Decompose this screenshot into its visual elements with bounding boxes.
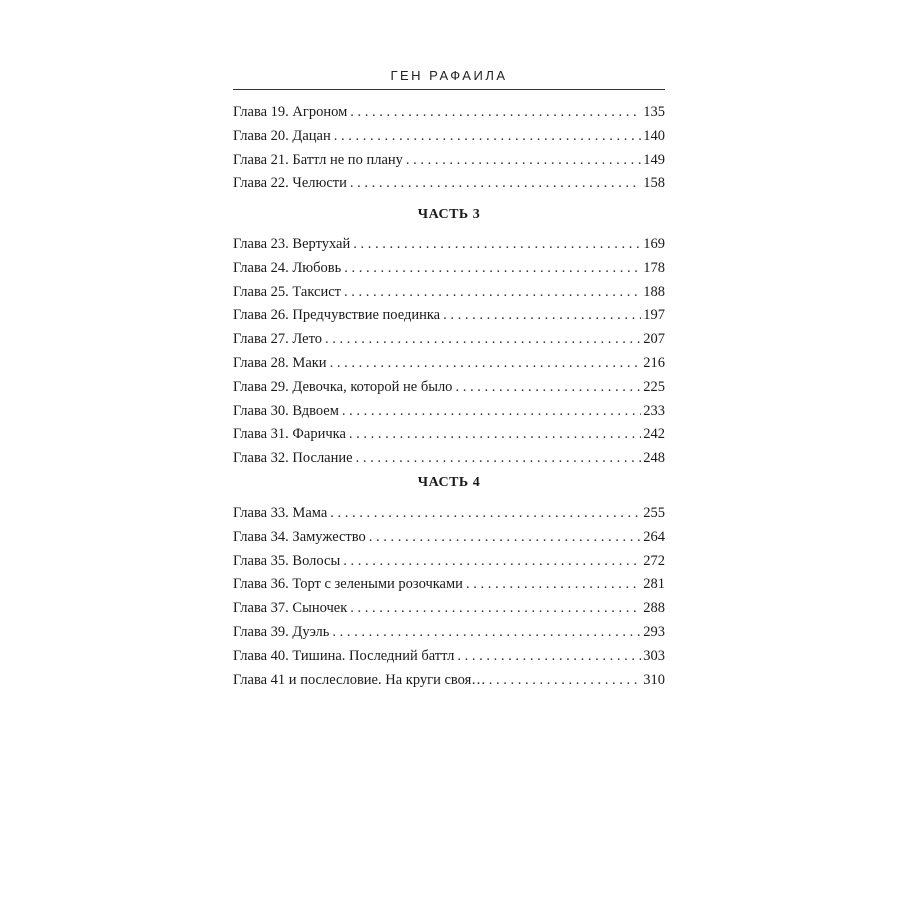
toc-entry-page: 233 [643, 402, 665, 419]
toc-entry-title: Глава 35. Волосы [233, 552, 341, 569]
toc-entry [233, 669, 665, 693]
toc-entry-title: Глава 19. Агроном [233, 104, 348, 120]
toc-entry-page: 140 [643, 127, 665, 144]
toc-entry-title: Глава 22. Челюсти [233, 175, 347, 192]
toc-leader-dots [334, 125, 642, 149]
toc-leader-dots [349, 423, 641, 447]
toc-entry-page: 188 [643, 283, 665, 300]
toc-entry [233, 597, 665, 621]
toc-leader-dots [443, 304, 641, 328]
toc-entry [233, 447, 665, 471]
toc-section-continued [233, 101, 665, 196]
toc-entry-title: Глава 39. Дуэль [233, 623, 330, 640]
toc-entry-title: Глава 37. Сыночек [233, 600, 348, 617]
toc-leader-dots [330, 352, 642, 376]
toc-entry [233, 550, 665, 574]
toc-entry-title: Глава 41 и послесловие. На круги своя… [233, 671, 486, 688]
toc-leader-dots [406, 149, 641, 173]
toc-entry [233, 573, 665, 597]
toc-entry-page: 216 [643, 354, 665, 371]
toc-entry-page: 178 [643, 259, 665, 276]
toc-leader-dots [344, 281, 641, 305]
toc-leader-dots [350, 172, 641, 196]
toc-entry-page: 303 [643, 647, 665, 664]
toc-entry-title: Глава 26. Предчувствие поединка [233, 307, 441, 324]
toc-leader-dots [350, 597, 641, 621]
toc-entry [233, 621, 665, 645]
toc-entry-page: 158 [643, 175, 665, 192]
toc-entry [233, 526, 665, 550]
toc-entry-title: Глава 28. Маки [233, 354, 327, 371]
toc-entry-page: 293 [643, 623, 665, 640]
toc-entry-page: 242 [643, 426, 665, 443]
toc-entry-page: 310 [643, 671, 665, 688]
toc-entry-page: 288 [643, 600, 665, 617]
toc-entry-title: Глава 29. Девочка, которой не было [233, 378, 453, 395]
toc-leader-dots [457, 645, 641, 669]
toc-entry [233, 281, 665, 305]
toc-entry-title: Глава 24. Любовь [233, 259, 342, 276]
toc-entry [233, 328, 665, 352]
toc-entry-page: 149 [643, 151, 665, 168]
toc-entry-page: 197 [643, 307, 665, 324]
toc-leader-dots [342, 400, 641, 424]
toc-leader-dots [325, 328, 641, 352]
header-divider [233, 89, 665, 90]
toc-entry-page: 272 [643, 552, 665, 569]
toc-leader-dots [353, 233, 641, 257]
toc-leader-dots [344, 257, 641, 281]
part-3-heading: ЧАСТЬ 3 [417, 207, 481, 222]
toc-entry [233, 172, 665, 196]
book-page [233, 0, 665, 900]
toc-entry-page: 264 [643, 528, 665, 545]
toc-entry-title: Глава 31. Фаричка [233, 426, 346, 443]
toc-entry-page: 281 [643, 576, 665, 593]
toc-entry [233, 502, 665, 526]
toc-leader-dots [489, 669, 641, 693]
toc-entry-title: Глава 36. Торт с зелеными розочками [233, 576, 463, 593]
toc-entry-title: Глава 27. Лето [233, 331, 322, 348]
toc-entry [233, 304, 665, 328]
toc-entry-title: Глава 23. Вертухай [233, 236, 351, 252]
toc-leader-dots [466, 573, 641, 597]
toc-entry [233, 233, 665, 257]
toc-leader-dots [330, 502, 641, 526]
toc-entry-page: 255 [643, 505, 665, 521]
toc-entry [233, 423, 665, 447]
toc-entry-title: Глава 25. Таксист [233, 283, 342, 300]
running-head-title: ГЕН РАФАИЛА [390, 68, 508, 83]
toc-entry-page: 248 [643, 450, 665, 467]
toc-entry-title: Глава 32. Послание [233, 450, 353, 467]
toc-entry [233, 645, 665, 669]
toc-entry [233, 125, 665, 149]
toc-entry [233, 257, 665, 281]
toc-entry-title: Глава 20. Дацан [233, 127, 331, 144]
toc-entry-title: Глава 30. Вдвоем [233, 402, 339, 419]
toc-section-part-3 [233, 233, 665, 471]
toc-section-part-4 [233, 502, 665, 692]
toc-leader-dots [350, 101, 641, 125]
toc-entry [233, 400, 665, 424]
toc-entry [233, 352, 665, 376]
toc-leader-dots [369, 526, 641, 550]
toc-entry [233, 149, 665, 173]
toc-entry-page: 225 [643, 378, 665, 395]
toc-leader-dots [356, 447, 642, 471]
toc-entry-page: 207 [643, 331, 665, 348]
toc-leader-dots [455, 376, 641, 400]
toc-entry [233, 101, 665, 125]
toc-leader-dots [332, 621, 641, 645]
part-4-heading: ЧАСТЬ 4 [417, 475, 481, 490]
toc-entry-page: 169 [643, 236, 665, 252]
toc-entry-title: Глава 21. Баттл не по плану [233, 151, 403, 168]
toc-entry-title: Глава 40. Тишина. Последний баттл [233, 647, 455, 664]
toc-entry-page: 135 [643, 104, 665, 120]
toc-leader-dots [343, 550, 641, 574]
toc-entry-title: Глава 33. Мама [233, 505, 328, 521]
toc-entry [233, 376, 665, 400]
toc-entry-title: Глава 34. Замужество [233, 528, 366, 545]
